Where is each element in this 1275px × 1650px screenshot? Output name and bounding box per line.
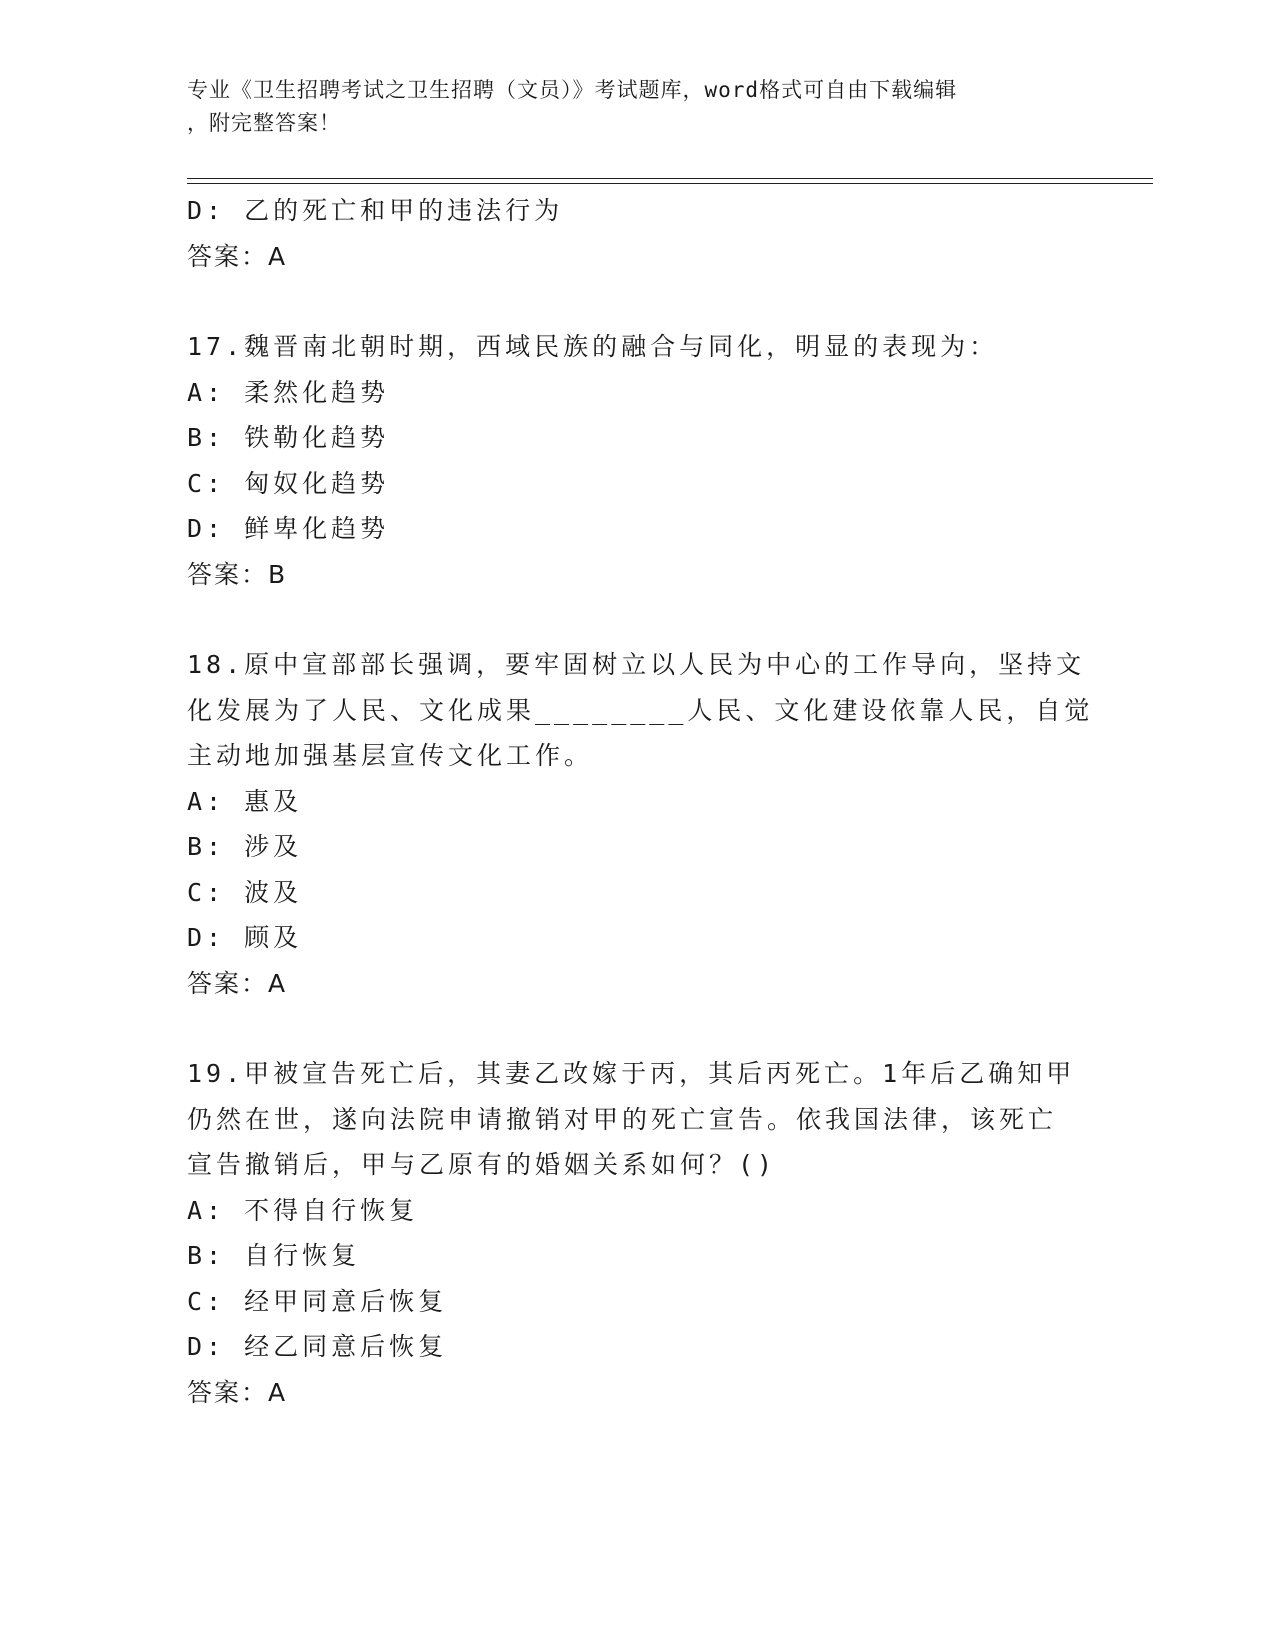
question-stem: 18.原中宣部部长强调，要牢固树立以人民为中心的工作导向，坚持文: [187, 650, 1086, 679]
question-stem: 19.甲被宣告死亡后，其妻乙改嫁于丙，其后丙死亡。1年后乙确知甲: [187, 1059, 1076, 1088]
question-stem: 17.魏晋南北朝时期，西域民族的融合与同化，明显的表现为：: [187, 332, 999, 361]
question-stem: 化发展为了人民、文化成果________人民、文化建设依靠人民，自觉: [187, 695, 1094, 725]
answer: 答案：A: [187, 968, 288, 998]
option-d: D: 顾及: [187, 923, 303, 952]
page-header: [187, 74, 1067, 140]
header-line-1: 专业《卫生招聘考试之卫生招聘（文员）》考试题库，word格式可自由下载编辑: [187, 78, 958, 102]
option-c: C: 波及: [187, 877, 303, 907]
answer: 答案：B: [187, 559, 288, 589]
option-a: A: 不得自行恢复: [187, 1195, 419, 1225]
question-17: [187, 324, 1087, 597]
question-19: [187, 1051, 1087, 1415]
option-b: B: 自行恢复: [187, 1241, 361, 1270]
option-d: D: 鲜卑化趋势: [187, 514, 390, 543]
question-stem: 主动地加强基层宣传文化工作。: [187, 741, 594, 770]
option-a: A: 惠及: [187, 786, 303, 816]
option-b: B: 涉及: [187, 832, 303, 861]
question-stem: 宣告撤销后，甲与乙原有的婚姻关系如何？(): [187, 1150, 777, 1179]
question-18: [187, 642, 1094, 1006]
spacer: [187, 1006, 1087, 1051]
option-b: B: 铁勒化趋势: [187, 423, 390, 452]
answer: 答案：A: [187, 1377, 288, 1407]
option-c: C: 经甲同意后恢复: [187, 1286, 448, 1316]
spacer: [187, 279, 1087, 324]
header-line-2: ，附完整答案！: [187, 111, 341, 135]
header-divider: [187, 178, 1153, 184]
option-a: A: 柔然化趋势: [187, 377, 390, 407]
question-content: [187, 188, 1094, 1415]
option-d: D: 乙的死亡和甲的违法行为: [187, 196, 564, 225]
option-c: C: 匈奴化趋势: [187, 468, 390, 498]
answer: 答案：A: [187, 241, 288, 271]
option-d: D: 经乙同意后恢复: [187, 1332, 448, 1361]
question-stem: 仍然在世，遂向法院申请撤销对甲的死亡宣告。依我国法律，该死亡: [187, 1104, 1058, 1134]
spacer: [187, 597, 1087, 642]
